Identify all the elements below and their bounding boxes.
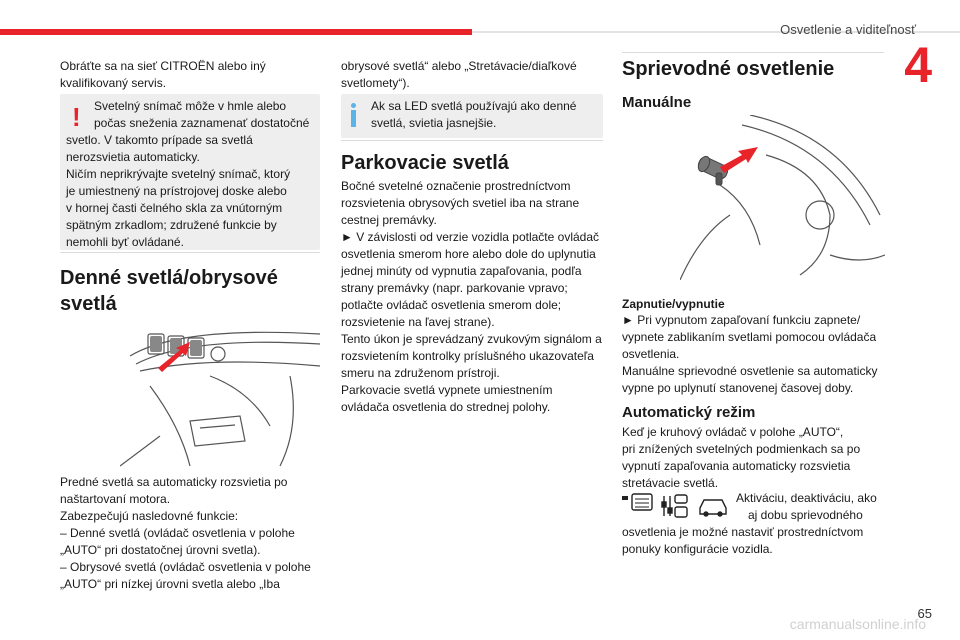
sliders-icon — [662, 495, 687, 517]
col2-body — [341, 178, 606, 416]
text-line: Zabezpečujú nasledovné funkcie: — [60, 509, 239, 523]
heading-line: svetlá — [60, 293, 117, 315]
text-line: Svetelný snímač môže v hmle alebo — [94, 99, 287, 113]
text-line: rozsvietenia obrysových svetiel iba na strane — [341, 196, 580, 210]
text-line: svetlá, svietia jasnejšie. — [371, 116, 497, 130]
chapter-number: 4 — [904, 37, 932, 93]
text-line: cestnej premávky. — [341, 213, 437, 227]
text-line: stretávacie svetlá. — [622, 476, 719, 490]
text-line: Bočné svetelné označenie prostredníctvom — [341, 179, 571, 193]
text-line: – Obrysové svetlá (ovládač osvetlenia v polohe — [60, 560, 311, 574]
label-on-off: Zapnutie/vypnutie — [622, 297, 725, 311]
text-line: v hornej časti čelného skla za vnútorným — [66, 201, 283, 215]
text-line: Keď je kruhový ovládač v polohe „AUTO“, — [622, 425, 844, 439]
text-line: vypnete zablikaním svetlami pomocou ovládača — [622, 330, 877, 344]
text-line: aj dobu sprievodného — [748, 508, 863, 522]
text-line: osvetlenia smerom hore alebo dole do uplynutia — [341, 247, 596, 261]
settings-icons — [622, 492, 732, 520]
steering-stalk-illustration — [680, 115, 885, 280]
text-line: Obráťte sa na sieť CITROËN alebo iný — [60, 59, 266, 73]
car-settings-icon — [700, 500, 726, 516]
section-divider — [341, 140, 603, 141]
section-title-guide-lighting: Sprievodné osvetlenie — [622, 58, 835, 80]
text-line: „AUTO“ pri nízkej úrovni svetla alebo „Iba — [60, 577, 280, 591]
page-number: 65 — [917, 606, 932, 621]
text-line: – Denné svetlá (ovládač osvetlenia v polohe — [60, 526, 295, 540]
col2-intro — [341, 58, 603, 92]
text-line: strany premávky (napr. parkovanie vpravo; — [341, 281, 568, 295]
text-line: jednej minúty od vypnutia zapaľovania, podľa — [341, 264, 582, 278]
icons-caption — [736, 490, 886, 524]
col3-tail — [622, 524, 887, 558]
text-line: osvetlenia je možné nastaviť prostredníctvom — [622, 525, 864, 539]
col1-intro — [60, 58, 320, 92]
section-divider — [622, 52, 884, 53]
text-line: Aktiváciu, deaktiváciu, ako — [736, 491, 877, 505]
text-line: Predné svetlá sa automaticky rozsvietia po — [60, 475, 288, 489]
text-line: ponuky konfigurácie vozidla. — [622, 542, 773, 556]
text-line: Ničím neprikrývajte svetelný snímač, ktorý — [66, 167, 291, 181]
screen-icon — [622, 494, 652, 510]
text-line: vypne po uplynutí stanovenej časovej doby. — [622, 381, 854, 395]
watermark: carmanualsonline.info — [789, 616, 926, 632]
text-line: Manuálne sprievodné osvetlenie sa automaticky — [622, 364, 878, 378]
text-line: počas sneženia zaznamenať dostatočné — [94, 116, 310, 130]
subheading-auto-mode: Automatický režim — [622, 404, 756, 421]
warning-icon: ! — [72, 102, 81, 132]
text-line: vypnutí zapaľovania automaticky rozsvietia — [622, 459, 851, 473]
warning-box — [60, 94, 320, 250]
text-line: je umiestnený na prístrojovej doske alebo — [66, 184, 287, 198]
header-accent-bar — [0, 29, 472, 35]
col3-manual-body — [622, 312, 890, 397]
text-line: „AUTO“ pri dostatočnej úrovni svetla). — [60, 543, 261, 557]
chapter-title: Osvetlenie a viditeľnosť — [780, 22, 916, 37]
text-line: rozsvietením kontrolky príslušného ukazovateľa — [341, 349, 594, 363]
text-line: potlačte ovládač osvetlenia smerom dole; — [341, 298, 562, 312]
section-title-daylights — [60, 265, 320, 317]
text-line: osvetlenia. — [622, 347, 680, 361]
subheading-manual: Manuálne — [622, 94, 692, 111]
text-line: Parkovacie svetlá vypnete umiestnením — [341, 383, 553, 397]
text-line: Tento úkon je sprevádzaný zvukovým signálom a — [341, 332, 602, 346]
text-line: Ak sa LED svetlá používajú ako denné — [371, 99, 577, 113]
text-line: spätným zrkadlom; združené funkcie by — [66, 218, 277, 232]
col3-auto-body — [622, 424, 887, 492]
text-line: smeru na združenom prístroji. — [341, 366, 500, 380]
info-box — [341, 94, 603, 138]
text-line: ► Pri vypnutom zapaľovaní funkciu zapnete/ — [622, 313, 861, 327]
info-icon — [351, 103, 356, 127]
text-line: rozsvietenie na ľavej strane). — [341, 315, 495, 329]
text-line: pri znížených svetelných podmienkach sa po — [622, 442, 861, 456]
text-line: svetlo. V takomto prípade sa svetlá — [66, 133, 253, 147]
text-line: kvalifikovaný servis. — [60, 76, 167, 90]
warning-text — [66, 98, 316, 251]
text-line: nemohli byť ovládané. — [66, 235, 184, 249]
text-line: naštartovaní motora. — [60, 492, 171, 506]
heading-line: Denné svetlá/obrysové — [60, 267, 278, 289]
col1-after — [60, 474, 322, 593]
dashboard-switch-illustration — [120, 316, 320, 471]
info-text — [371, 98, 599, 132]
text-line: ovládača osvetlenia do strednej polohy. — [341, 400, 551, 414]
text-line: ► V závislosti od verzie vozidla potlačte ovládač — [341, 230, 599, 244]
text-line: obrysové svetlá“ alebo „Stretávacie/diaľkové — [341, 59, 577, 73]
section-divider — [60, 252, 320, 253]
text-line: nerozsvietia automaticky. — [66, 150, 200, 164]
section-title-parking: Parkovacie svetlá — [341, 152, 509, 174]
text-line: svetlomety“). — [341, 76, 410, 90]
